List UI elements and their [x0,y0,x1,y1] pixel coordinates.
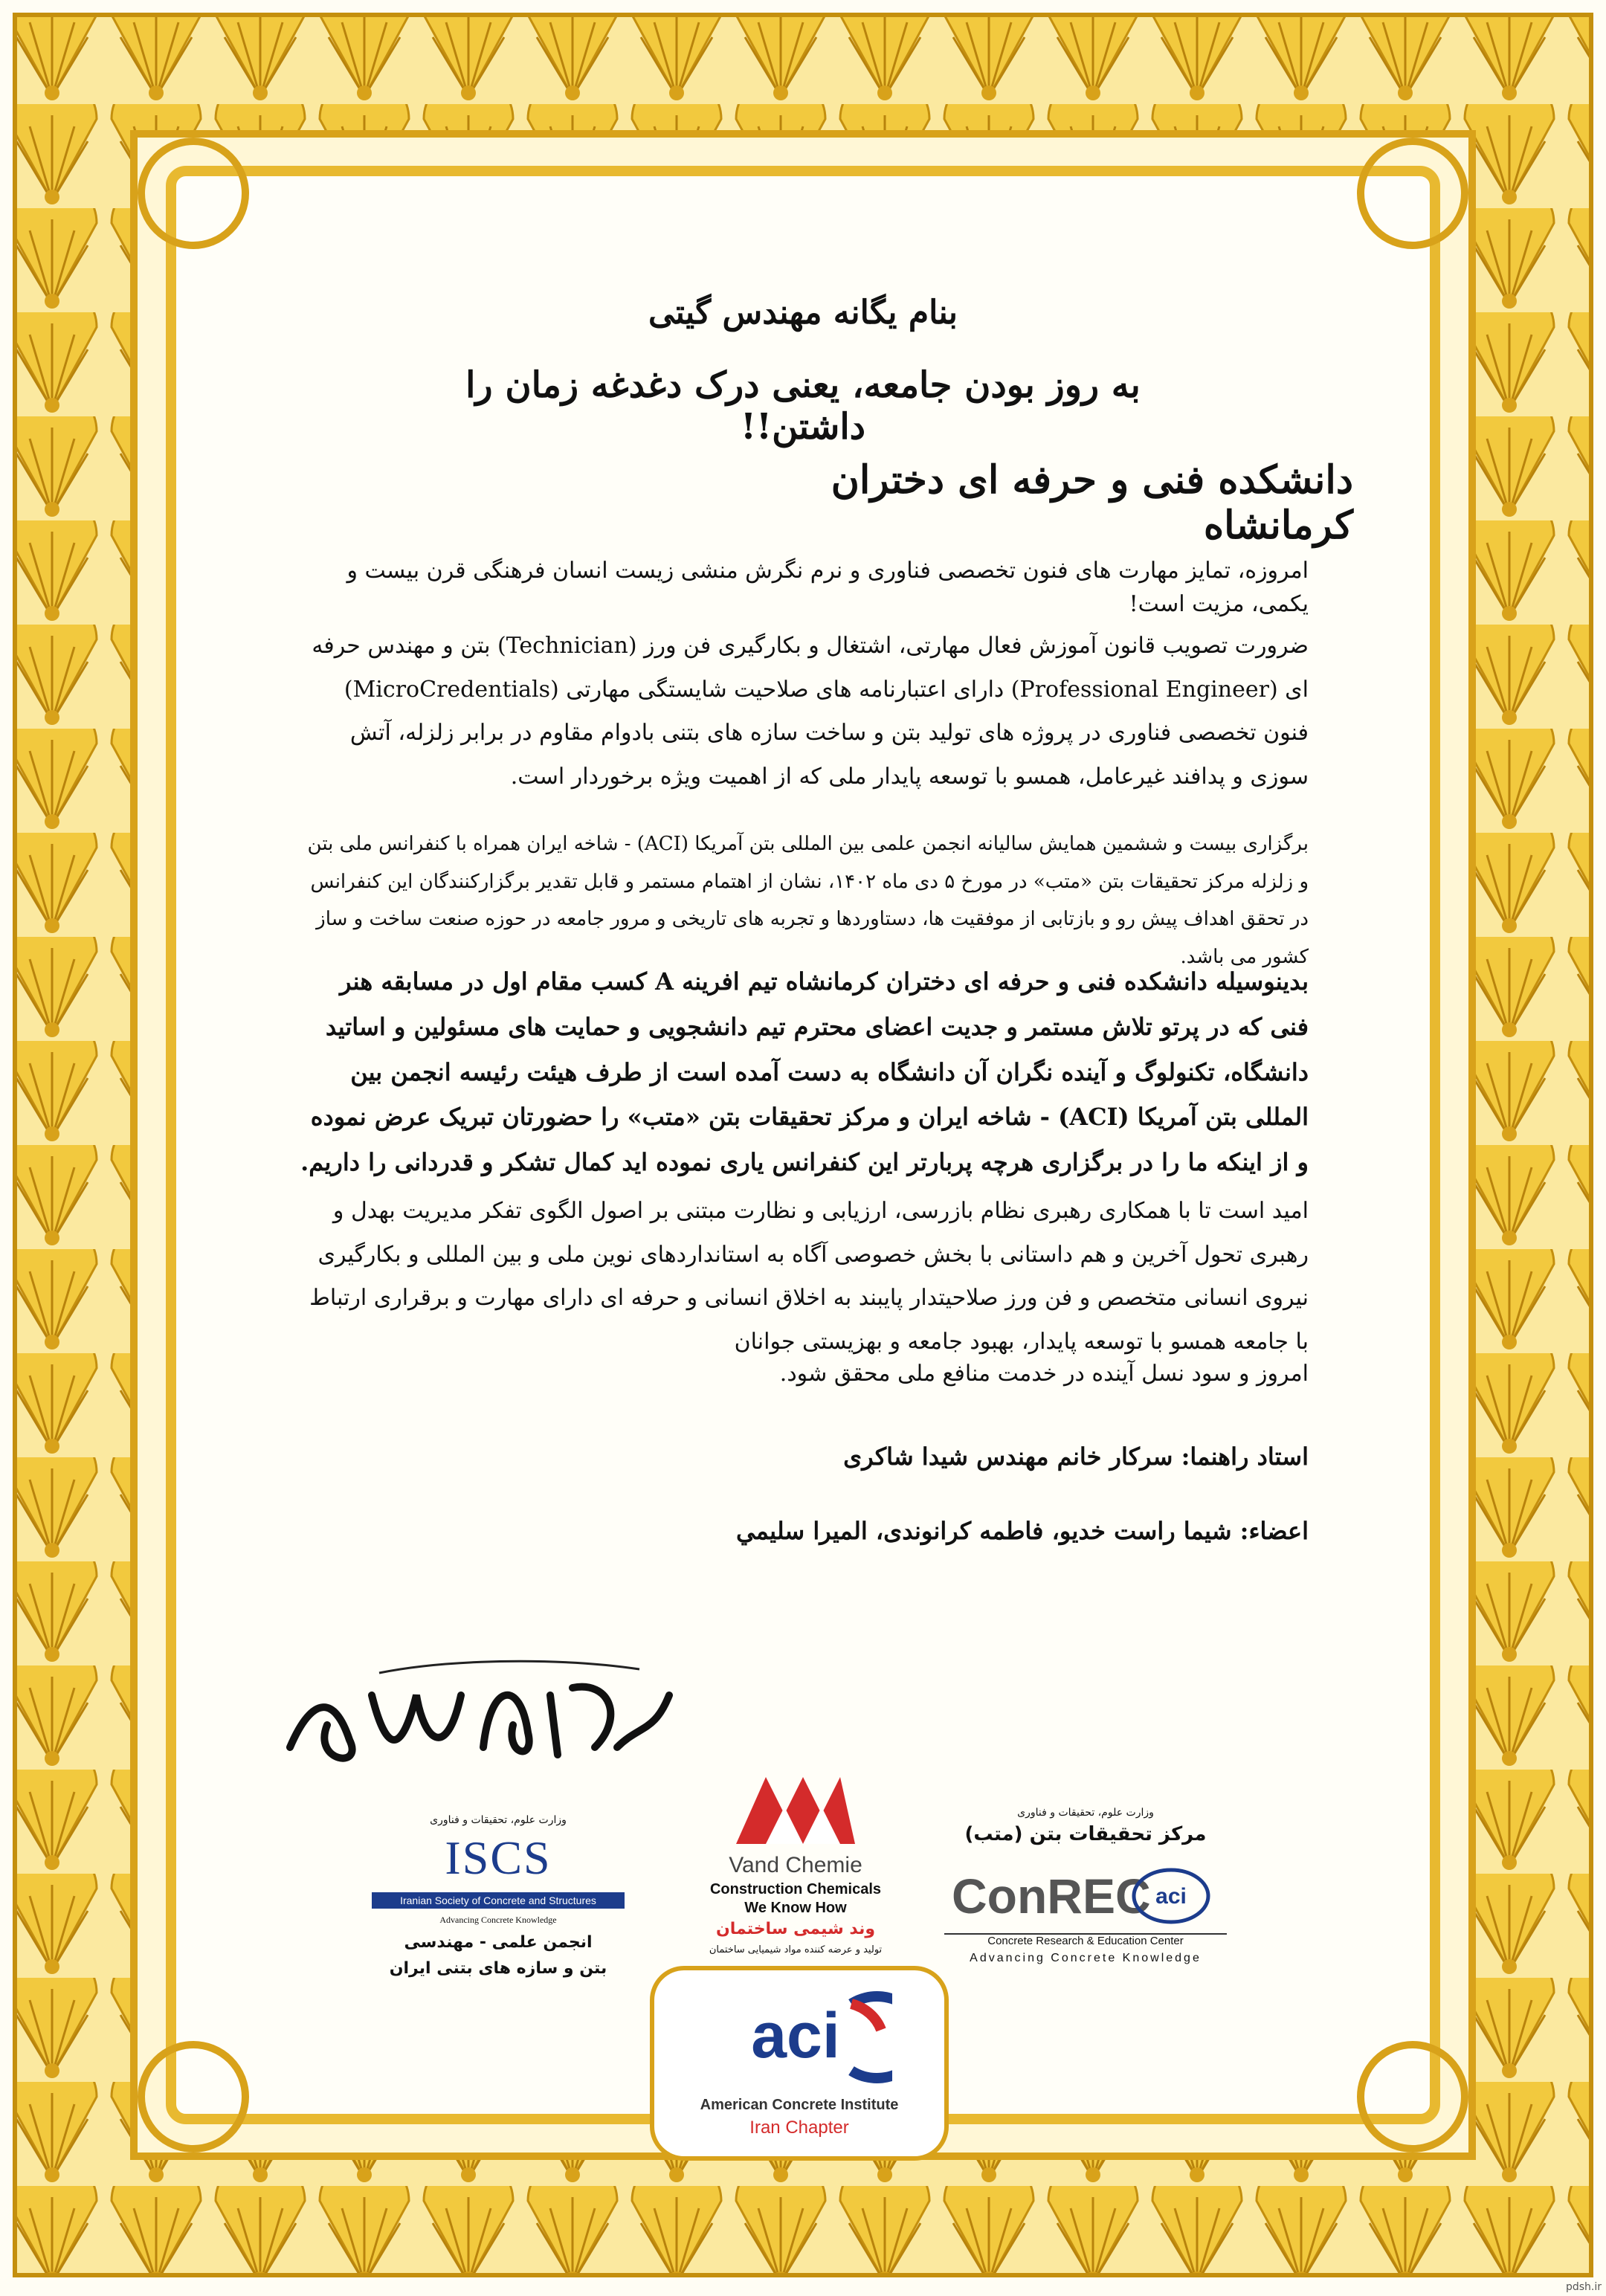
iscs-logo [372,1814,625,1985]
aci-mark-text: aci [751,2000,840,2071]
site-watermark: pdsh.ir [1565,2281,1602,2293]
vand-persian-tagline: تولید و عرضه کننده مواد شیمیایی ساختمان [709,1944,883,1955]
supervisor-name: سرکار خانم مهندس شیدا شاکری [843,1442,1173,1471]
vand-chemie-logo [662,1762,929,1963]
members-line [639,1517,1309,1545]
supervisor-label: استاد راهنما: [1181,1442,1309,1471]
svg-text:aci: aci [1155,1884,1187,1909]
basmala-heading: بنام یگانه مهندس گیتی [648,294,958,332]
aci-iran-chapter-logo [654,1970,944,2156]
aci-mark-icon [706,1989,892,2086]
motto-heading: به روز بودن جامعه، یعنی درک دغدغه زمان را داشتن!! [465,364,1141,448]
body-paragraph-4: بدینوسیله دانشکده فنی و حرفه ای دختران کرمانشاه تیم افرینه A کسب مقام اول در مسابقه هنر فنی که در پرتو تلاش مستمر و جدیت اعضای محترم تیم دانشجویی و حمایت های مسئولین و اساتید دانشگاه، تکنولوگ و آینده نگران آن دانشگاه به دست آمده است از طرف هیئت رئیسه انجمن بین المللی بتن آمریکا (ACI) - شاخه ایران و مرکز تحقیقات بتن «متب» را حضورتان تبریک عرض نموده و از اینکه ما را در برگزاری هرچه پربارتر این کنفرانس یاری نموده اید کمال تشکر و قدردانی را داریم. [300,967,1309,1177]
vand-persian-name: وند شیمی ساختمان [715,1920,876,1938]
members-names: شیما راست خدیو، فاطمه کرانوندی، الميرا سليمي [735,1517,1232,1545]
recipient-title: دانشکده فنی و حرفه ای دختران کرمانشاه [831,457,1353,548]
aci-small-mark-icon [1130,1866,1212,1926]
members-label: اعضاء: [1239,1517,1309,1545]
iscs-persian-line2: بتن و سازه های بتنی ایران [389,1959,607,1978]
iscs-full-name: Iranian Society of Concrete and Structures [372,1892,625,1909]
conrec-logo [944,1807,1227,1993]
vand-line2: We Know How [744,1900,847,1916]
vand-chemie-mark-icon [729,1762,862,1851]
body-paragraph-1: امروزه، تمایز مهارت های فنون تخصصی فناوری و نرم نگرش منشی زیست انسان فرهنگی قرن بیست و یکمی، مزیت است! [346,558,1309,617]
iscs-acronym: ISCS [445,1831,552,1884]
conrec-brand: ConREC [952,1868,1151,1923]
aci-full-name: American Concrete Institute [700,2097,899,2113]
iscs-tagline: Advancing Concrete Knowledge [439,1915,557,1925]
body-paragraph-5: امید است تا با همکاری رهبری نظام بازرسی، ارزیابی و نظارت مبتنی بر اصول الگوی تفکر مدیریت بهدل و رهبری تحول آخرین و هم داستانی با بخش خصوصی آگاه به استانداردهای نوین ملی و بین المللی و بکارگیری نیروی انسانی متخصص و فن ورز صلاحیتدار پایبند به اخلاق انسانی و حرفه ای دارای مهارت و برقراری ارتباط با جامعه همسو با توسعه پایدار، بهبود جامعه و بهزیستی جوانان [309,1198,1309,1355]
iscs-ministry: وزارت علوم، تحقیقات و فناوری [430,1814,567,1826]
aci-chapter: Iran Chapter [749,2118,849,2138]
body-paragraph-2: ضرورت تصویب قانون آموزش فعال مهارتی، اشتغال و بکارگیری فن ورز (Technician) بتن و مهندس حرفه ای (Professional Engineer) دارای اعتبارنامه های صلاحیت شایستگی مهارتی (MicroCredentials) فنون تخصصی فناوری در پروژه های تولید بتن و ساخت سازه های بتنی بادوام مقاوم در برابر زلزله، آتش سوزی و پدافند غیرعامل، همسو با توسعه پایدار ملی که از اهمیت ویژه برخوردار است. [312,633,1309,790]
conrec-full-name: Concrete Research & Education Center [944,1933,1227,1947]
iscs-persian-line1: انجمن علمی - مهندسی [404,1933,593,1952]
conrec-ministry: وزارت علوم، تحقیقات و فناوری [1017,1807,1154,1819]
conrec-persian-name: مرکز تحقیقات بتن (متب) [964,1823,1207,1845]
conrec-tagline: Advancing Concrete Knowledge [970,1952,1202,1964]
supervisor-line [639,1442,1309,1471]
handwritten-signature [268,1651,699,1777]
body-paragraph-3: برگزاری بیست و ششمین همایش سالیانه انجمن علمی بین المللی بتن آمریکا (ACI) - شاخه ایران همراه با کنفرانس ملی بتن و زلزله مرکز تحقیقات بتن «متب» در مورخ ۵ دی ماه ۱۴۰۲، نشان از اهتمام مستمر و قابل تقدیر برگزارکنندگان این کنفرانس در تحقق اهداف پیش رو و بازتابی از موفقیت ها، دستاوردها و تجربه های تاریخی و مرور جامعه در حوزه صنعت ساخت و ساز کشور می باشد. [307,833,1309,969]
vand-line1: Construction Chemicals [709,1881,882,1897]
body-paragraph-6: امروز و سود نسل آینده در خدمت منافع ملی محقق شود. [779,1361,1309,1387]
vand-brand: Vand Chemie [729,1853,862,1877]
